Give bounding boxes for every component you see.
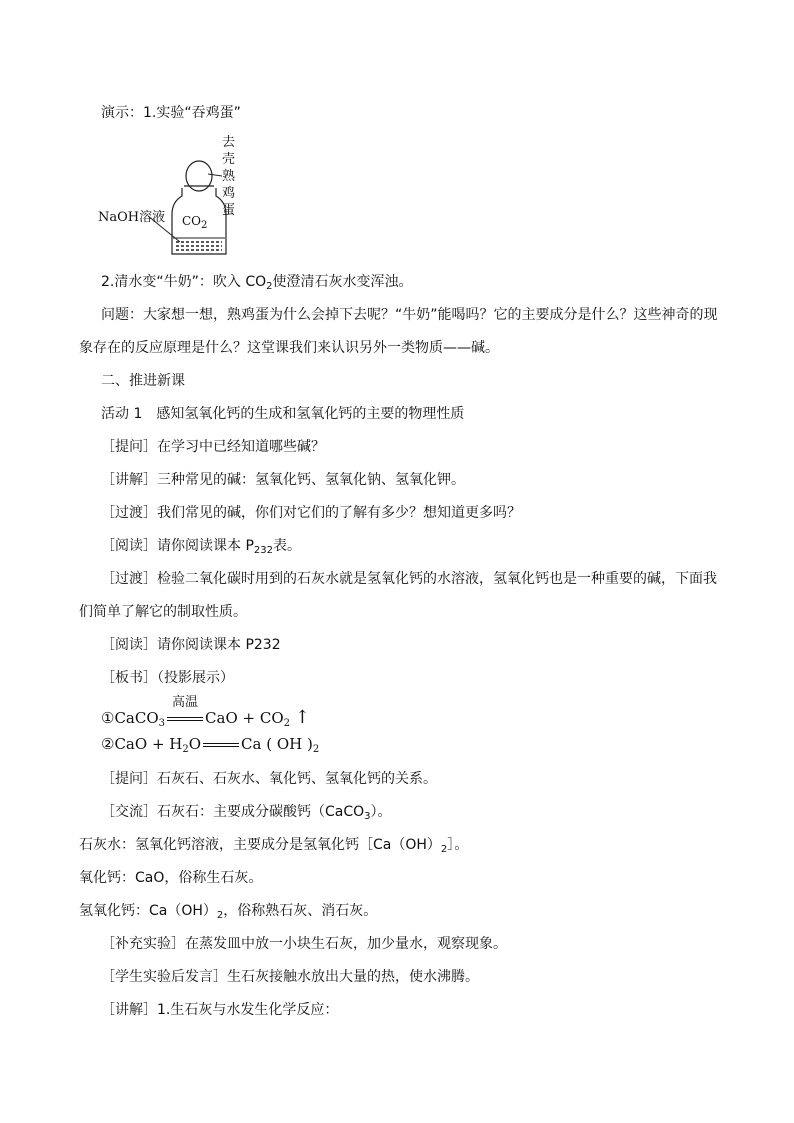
lecture-line-1: ［讲解］三种常见的碱：氢氧化钙、氢氧化钠、氢氧化钾。 xyxy=(101,472,465,488)
student-speak-line: ［学生实验后发言］生石灰接触水放出大量的热，使水沸腾。 xyxy=(101,969,479,985)
equals-sign xyxy=(201,734,241,754)
demo-line: 演示：1.实验“吞鸡蛋” xyxy=(101,105,241,121)
co2-label: $CO_2$ xyxy=(182,214,208,231)
caoh-line: 氢氧化钙：$Ca(OH)_2$，俗称熟石灰、消石灰。 xyxy=(79,903,378,921)
ask-line-2: ［提问］石灰石、石灰水、氧化钙、氢氧化钙的关系。 xyxy=(101,771,437,787)
experiment-line: ［补充实验］在蒸发皿中放一小块生石灰，加少量水，观察现象。 xyxy=(101,936,507,952)
naoh-label: NaOH溶液 xyxy=(98,210,166,225)
equation-2: ②CaO + $H_2O$ Ca ( OH )$_2$ xyxy=(101,735,320,755)
transition-line-1: ［过渡］我们常见的碱，你们对它们的了解有多少？想知道更多吗？ xyxy=(101,505,521,521)
lime-water-line: 石灰水：氢氧化钙溶液，主要成分是氢氧化钙$[Ca(OH)_2]$。 xyxy=(79,837,469,855)
demo2-line: 2.清水变“牛奶”：吹入 $CO_2$使澄清石灰水变浑浊。 xyxy=(101,274,413,292)
read-line-2: ［阅读］请你阅读课本 P232 xyxy=(101,637,281,653)
question-line-2: 象存在的反应原理是什么？这堂课我们来认识另外一类物质——碱。 xyxy=(79,340,499,356)
equation-1: ①CaCO$_3$ 高温 CaO + $CO_2$ ↑ xyxy=(101,695,310,729)
board-line: ［板书］（投影展示） xyxy=(101,670,234,686)
transition-line-2a: ［过渡］检验二氧化碳时用到的石灰水就是氢氧化钙的水溶液，氢氧化钙也是一种重要的碱，下面我 xyxy=(101,571,717,587)
egg-label: 去 壳 熟 鸡 蛋 xyxy=(222,135,236,218)
section-heading: 二、推进新课 xyxy=(101,373,185,389)
read-line-1: ［阅读］请你阅读课本 $P_{232}$表。 xyxy=(101,538,301,556)
lecture-line-2: ［讲解］1.生石灰与水发生化学反应： xyxy=(101,1002,339,1018)
activity-1-heading: 活动 1 感知氢氧化钙的生成和氢氧化钙的主要的物理性质 xyxy=(101,406,465,422)
talk-line-1: ［交流］石灰石：主要成分碳酸钙（CaCO$_3$）。 xyxy=(101,804,392,822)
cao-line: 氧化钙：CaO，俗称生石灰。 xyxy=(79,870,263,886)
condition-equals-sign: 高温 xyxy=(165,708,205,728)
ask-line-1: ［提问］在学习中已经知道哪些碱？ xyxy=(101,439,325,455)
egg-bottle-figure xyxy=(96,132,256,260)
transition-line-2b: 们简单了解它的制取性质。 xyxy=(79,604,247,620)
question-line-1: 问题：大家想一想，熟鸡蛋为什么会掉下去呢？“牛奶”能喝吗？它的主要成分是什么？这些神奇的现 xyxy=(101,307,718,323)
